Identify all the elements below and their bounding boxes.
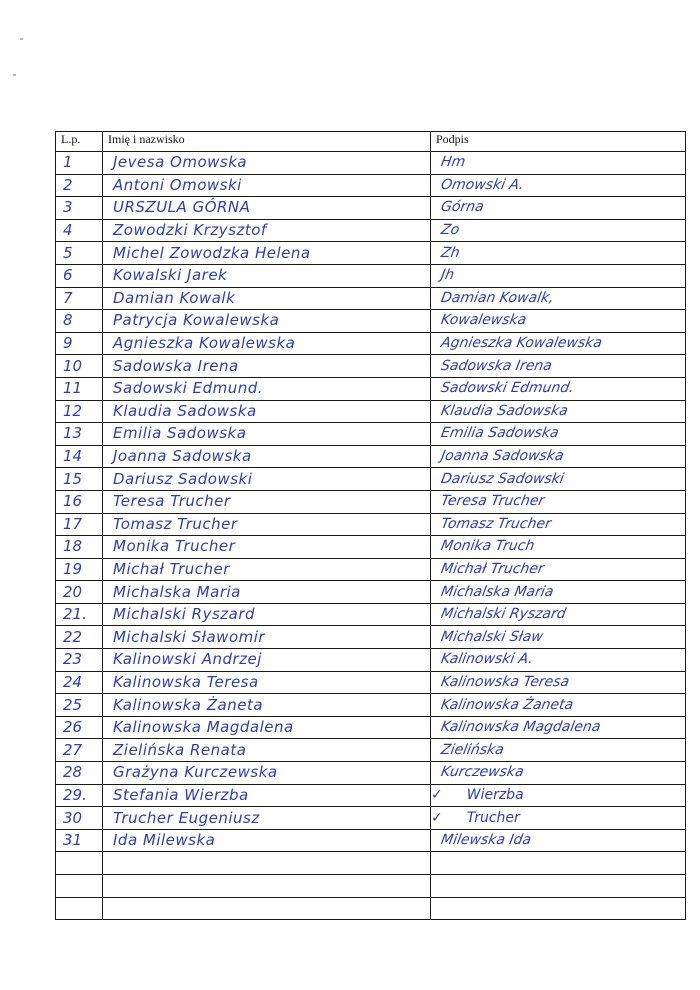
signature-cell (431, 423, 686, 446)
attendee-name-cell (103, 671, 431, 694)
row-number-cell (56, 626, 103, 649)
row-number: 14 (63, 447, 83, 466)
attendee-name-cell (103, 310, 431, 333)
attendee-name: Joanna Sadowska (113, 447, 252, 466)
table-row (56, 852, 686, 875)
row-number-cell (56, 423, 103, 446)
signature: Emilia Sadowska (439, 425, 561, 442)
signature: Teresa Trucher (439, 493, 546, 510)
signature: Kurczewska (439, 764, 526, 781)
attendee-name-cell (103, 332, 431, 355)
attendee-name: Patrycja Kowalewska (113, 311, 280, 330)
row-number-cell (56, 558, 103, 581)
row-number: 6 (63, 266, 73, 285)
row-number: 19 (63, 559, 83, 578)
attendee-name: Ida Milewska (113, 831, 216, 850)
signature: Kalinowska Magdalena (439, 719, 602, 736)
signature-cell (431, 377, 686, 400)
header-signature: Podpis (431, 132, 686, 152)
attendee-name: Agnieszka Kowalewska (113, 334, 296, 353)
attendee-name-cell (103, 264, 431, 287)
attendee-name-cell (103, 468, 431, 491)
row-number: 25 (63, 695, 83, 714)
attendee-name: Zielińska Renata (113, 740, 247, 759)
attendee-name-cell (103, 649, 431, 672)
signature-cell (431, 603, 686, 626)
row-number: 26 (63, 718, 83, 737)
signature-cell (431, 242, 686, 265)
row-number-cell (56, 739, 103, 762)
table-row (56, 762, 686, 785)
signature: Górna (439, 199, 486, 216)
signature-cell (431, 468, 686, 491)
attendee-name-cell (103, 490, 431, 513)
attendee-name: Michalska Maria (113, 582, 241, 601)
attendee-name: Dariusz Sadowski (113, 469, 253, 488)
attendee-name-cell (103, 287, 431, 310)
row-number: 1 (63, 153, 73, 172)
table-row (56, 671, 686, 694)
attendee-name: Stefania Wierzba (113, 785, 249, 804)
signature-cell (431, 671, 686, 694)
attendee-name-cell (103, 603, 431, 626)
table-row (56, 739, 686, 762)
table-body (56, 152, 686, 920)
table-row (56, 445, 686, 468)
row-number-cell (56, 671, 103, 694)
signature: Kowalewska (439, 312, 528, 329)
signature-cell (431, 332, 686, 355)
table-row (56, 152, 686, 175)
attendee-name-cell (103, 716, 431, 739)
row-number-cell (56, 152, 103, 175)
table-row (56, 287, 686, 310)
signature: Michalska Maria (439, 583, 555, 600)
attendee-name-cell (103, 581, 431, 604)
attendee-name-cell (103, 174, 431, 197)
attendee-name-cell (103, 536, 431, 559)
signature: Jh (439, 267, 456, 284)
signature: Dariusz Sadowski (439, 470, 566, 487)
row-number-cell (56, 581, 103, 604)
attendee-name-cell (103, 445, 431, 468)
signature: Sadowski Edmund. (439, 380, 576, 397)
attendee-name: Klaudia Sadowska (113, 401, 257, 420)
table-row (56, 897, 686, 920)
table-row (56, 400, 686, 423)
table-row (56, 875, 686, 898)
attendee-name-cell (103, 558, 431, 581)
attendee-name: Trucher Eugeniusz (113, 808, 260, 827)
attendee-name: Kalinowski Andrzej (113, 650, 262, 669)
attendee-name-cell (103, 739, 431, 762)
table-row (56, 219, 686, 242)
signature-cell (431, 762, 686, 785)
signature: Michał Trucher (439, 560, 546, 577)
attendee-name: Jevesa Omowska (113, 153, 248, 172)
header-row (56, 132, 686, 152)
table-row (56, 626, 686, 649)
row-number: 5 (63, 243, 73, 262)
signature: Agnieszka Kowalewska (439, 335, 604, 352)
signature-cell (431, 310, 686, 333)
attendee-name: Sadowska Irena (113, 356, 239, 375)
row-number-cell (56, 649, 103, 672)
table-row (56, 694, 686, 717)
row-number: 13 (63, 424, 83, 443)
signature: Trucher (466, 809, 520, 826)
attendee-name: Damian Kowalk (113, 288, 236, 307)
attendee-name-cell (103, 197, 431, 220)
row-number: 8 (63, 311, 73, 330)
table-row (56, 264, 686, 287)
row-number-cell (56, 242, 103, 265)
attendee-name-cell (103, 694, 431, 717)
table-row (56, 784, 686, 807)
signature-cell (431, 829, 686, 852)
table-row (56, 829, 686, 852)
signature-cell (431, 152, 686, 175)
row-number: 9 (63, 334, 73, 353)
signature-cell (431, 897, 686, 920)
row-number: 4 (63, 221, 73, 240)
table-row (56, 468, 686, 491)
signature-cell (431, 649, 686, 672)
attendee-name-cell (103, 355, 431, 378)
attendee-name-cell (103, 377, 431, 400)
signature: Klaudia Sadowska (439, 402, 570, 419)
signature: Kalinowska Żaneta (439, 696, 575, 713)
signature: Zielińska (439, 741, 506, 758)
signature: Monika Truch (439, 538, 536, 555)
attendee-name-cell (103, 423, 431, 446)
signature: Michalski Ryszard (439, 606, 568, 623)
attendee-name: Michał Trucher (113, 559, 230, 578)
table-row (56, 332, 686, 355)
attendee-name-cell (103, 626, 431, 649)
attendee-name-cell (103, 807, 431, 830)
table-row (56, 649, 686, 672)
row-number-cell (56, 716, 103, 739)
attendee-name: Michalski Ryszard (113, 605, 256, 624)
row-number-cell (56, 875, 103, 898)
signature-cell (431, 355, 686, 378)
signature-cell (431, 219, 686, 242)
table-row (56, 536, 686, 559)
row-number: 21. (63, 605, 87, 624)
row-number-cell (56, 762, 103, 785)
signature-cell (431, 875, 686, 898)
row-number: 15 (63, 469, 83, 488)
attendee-name: Kalinowska Żaneta (113, 695, 264, 714)
signature: Zh (439, 244, 461, 261)
signature: Joanna Sadowska (439, 448, 565, 465)
signature-cell (431, 739, 686, 762)
attendee-name-cell (103, 897, 431, 920)
signature-cell (431, 174, 686, 197)
row-number-cell (56, 174, 103, 197)
tick-mark: ✓ (431, 809, 443, 826)
table-row (56, 490, 686, 513)
signature: Kalinowski A. (439, 651, 535, 668)
row-number: 12 (63, 401, 83, 420)
signature-cell (431, 536, 686, 559)
attendee-name-cell (103, 400, 431, 423)
row-number-cell (56, 852, 103, 875)
row-number-cell (56, 219, 103, 242)
attendee-name: URSZULA GÓRNA (113, 198, 251, 217)
attendee-name-cell (103, 875, 431, 898)
row-number-cell (56, 807, 103, 830)
row-number-cell (56, 445, 103, 468)
table-row (56, 716, 686, 739)
row-number-cell (56, 310, 103, 333)
row-number-cell (56, 784, 103, 807)
attendee-name-cell (103, 219, 431, 242)
signature: Omowski A. (439, 176, 526, 193)
signature-cell (431, 852, 686, 875)
attendee-name-cell (103, 513, 431, 536)
row-number: 10 (63, 356, 83, 375)
row-number: 29. (63, 785, 87, 804)
row-number: 17 (63, 514, 83, 533)
signature-cell (431, 784, 686, 807)
signature: Hm (439, 154, 467, 171)
attendee-name: Kowalski Jarek (113, 266, 228, 285)
table-row (56, 355, 686, 378)
table-row (56, 558, 686, 581)
attendee-name-cell (103, 784, 431, 807)
row-number: 28 (63, 763, 83, 782)
signature: Wierzba (466, 786, 524, 803)
row-number: 24 (63, 672, 83, 691)
attendee-name-cell (103, 242, 431, 265)
row-number: 11 (63, 379, 83, 398)
row-number: 16 (63, 492, 83, 511)
signature-cell (431, 581, 686, 604)
table-row (56, 377, 686, 400)
row-number: 20 (63, 582, 83, 601)
header-name: Imię i nazwisko (103, 132, 431, 152)
row-number-cell (56, 603, 103, 626)
table-row (56, 603, 686, 626)
signature-cell (431, 558, 686, 581)
row-number-cell (56, 332, 103, 355)
table-row (56, 581, 686, 604)
scan-speck (20, 38, 23, 40)
signature-cell (431, 694, 686, 717)
row-number-cell (56, 400, 103, 423)
signature: Damian Kowalk, (439, 289, 556, 306)
row-number: 27 (63, 740, 83, 759)
row-number: 30 (63, 808, 83, 827)
signature-cell (431, 716, 686, 739)
row-number-cell (56, 264, 103, 287)
table-row (56, 423, 686, 446)
signature-cell (431, 445, 686, 468)
table-row (56, 310, 686, 333)
signature-cell (431, 807, 686, 830)
row-number-cell (56, 197, 103, 220)
signature-cell (431, 626, 686, 649)
signature-cell (431, 490, 686, 513)
signature: Sadowska Irena (439, 357, 554, 374)
table-row (56, 197, 686, 220)
tick-mark: ✓ (431, 786, 443, 803)
row-number-cell (56, 536, 103, 559)
signature: Zo (439, 222, 461, 239)
signature: Tomasz Trucher (439, 515, 553, 532)
row-number: 22 (63, 627, 83, 646)
attendee-name-cell (103, 852, 431, 875)
row-number-cell (56, 355, 103, 378)
row-number-cell (56, 287, 103, 310)
attendee-name: Sadowski Edmund. (113, 379, 264, 398)
header-lp: L.p. (56, 132, 103, 152)
table-row (56, 807, 686, 830)
attendee-name-cell (103, 152, 431, 175)
signature: Milewska Ida (439, 832, 533, 849)
row-number-cell (56, 829, 103, 852)
attendee-name: Michalski Sławomir (113, 627, 266, 646)
attendee-name: Monika Trucher (113, 537, 236, 556)
attendee-name: Emilia Sadowska (113, 424, 247, 443)
table-row (56, 242, 686, 265)
attendee-name: Tomasz Trucher (113, 514, 238, 533)
row-number: 31 (63, 831, 83, 850)
signature: Michalski Sław (439, 628, 545, 645)
table-row (56, 174, 686, 197)
table-row (56, 513, 686, 536)
attendee-name: Antoni Omowski (113, 175, 242, 194)
attendee-name: Teresa Trucher (113, 492, 231, 511)
attendee-name: Michel Zowodzka Helena (113, 243, 311, 262)
scan-speck (13, 74, 16, 76)
row-number: 18 (63, 537, 83, 556)
attendee-name: Kalinowska Magdalena (113, 718, 294, 737)
row-number: 23 (63, 650, 83, 669)
row-number-cell (56, 513, 103, 536)
attendee-name-cell (103, 762, 431, 785)
attendee-name: Zowodzki Krzysztof (113, 221, 267, 240)
row-number: 7 (63, 288, 73, 307)
signature: Kalinowska Teresa (439, 673, 571, 690)
row-number-cell (56, 897, 103, 920)
row-number-cell (56, 468, 103, 491)
row-number: 2 (63, 175, 73, 194)
signature-cell (431, 400, 686, 423)
attendee-name-cell (103, 829, 431, 852)
signature-cell (431, 197, 686, 220)
attendee-name: Grażyna Kurczewska (113, 763, 278, 782)
row-number-cell (56, 490, 103, 513)
row-number-cell (56, 377, 103, 400)
signature-cell (431, 287, 686, 310)
attendee-name: Kalinowska Teresa (113, 672, 259, 691)
signature-cell (431, 264, 686, 287)
row-number-cell (56, 694, 103, 717)
attendance-table (55, 131, 686, 920)
row-number: 3 (63, 198, 73, 217)
signature-cell (431, 513, 686, 536)
